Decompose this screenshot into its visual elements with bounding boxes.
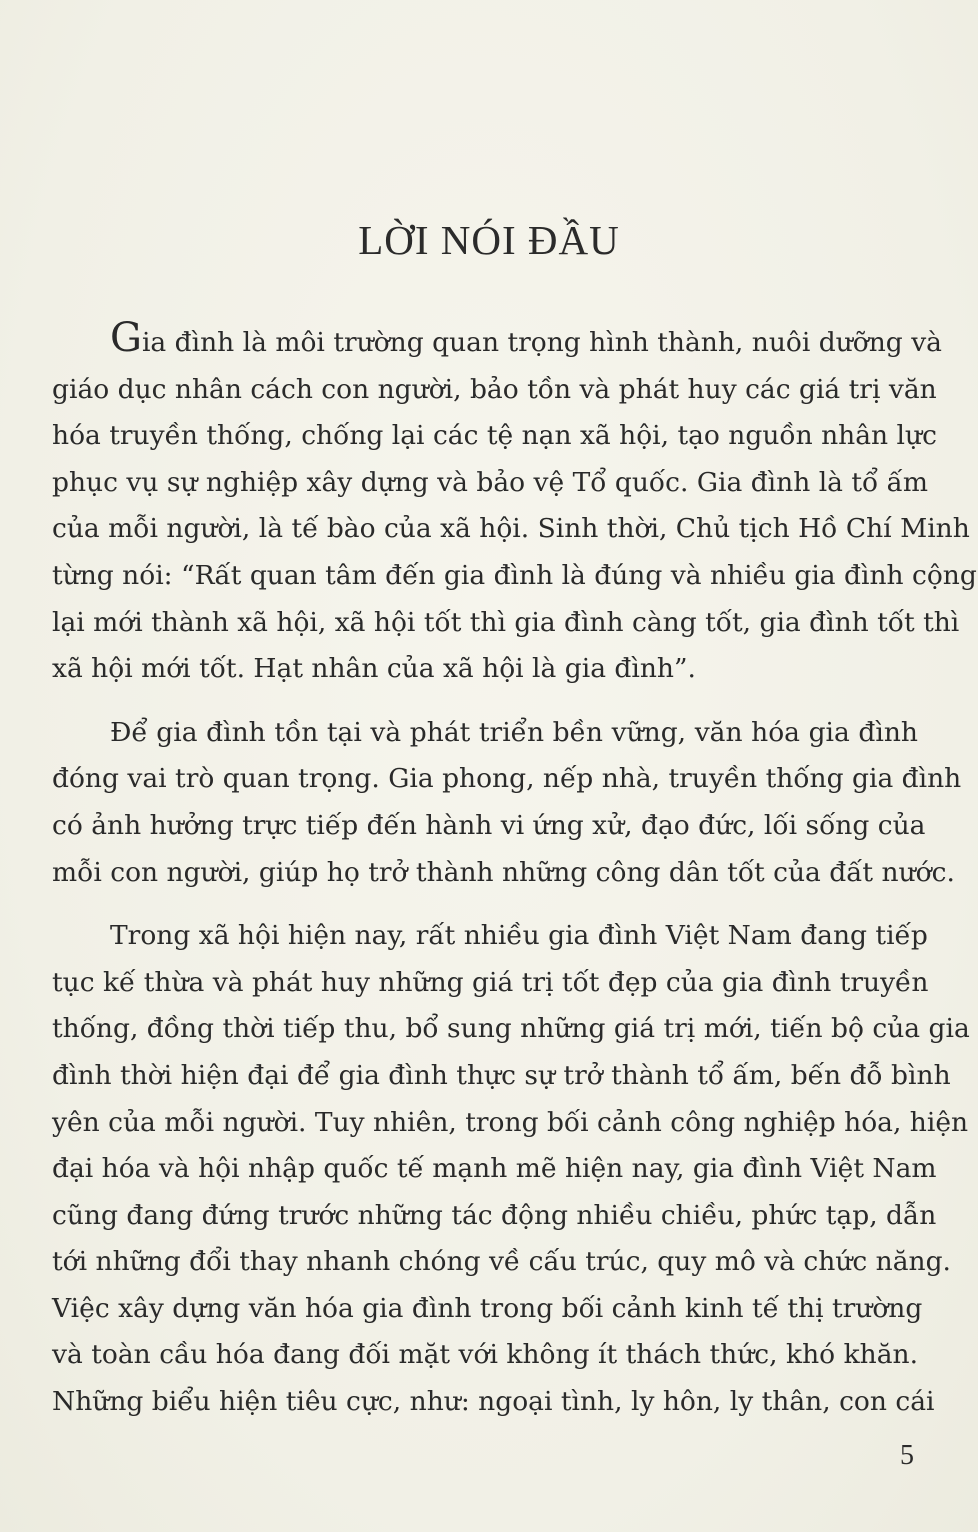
text-line: từng nói: “Rất quan tâm đến gia đình là đúng và nhiều gia đình cộng: [52, 559, 977, 591]
page-number: 5: [900, 1440, 914, 1471]
text-line: thống, đồng thời tiếp thu, bổ sung những giá trị mới, tiến bộ của gia: [52, 1013, 970, 1045]
text-line: mỗi con người, giúp họ trở thành những công dân tốt của đất nước.: [52, 856, 955, 888]
text-line: giáo dục nhân cách con người, bảo tồn và phát huy các giá trị văn: [52, 373, 937, 405]
text-line: tục kế thừa và phát huy những giá trị tốt đẹp của gia đình truyền: [52, 966, 929, 998]
body-text: [52, 315, 977, 1426]
text-line: của mỗi người, là tế bào của xã hội. Sinh thời, Chủ tịch Hồ Chí Minh: [52, 513, 970, 545]
text-line: tới những đổi thay nhanh chóng về cấu trúc, quy mô và chức năng.: [52, 1246, 951, 1278]
text-line: Việc xây dựng văn hóa gia đình trong bối cảnh kinh tế thị trường: [52, 1292, 923, 1324]
paragraph-3: [52, 913, 970, 1426]
drop-cap: G: [110, 315, 142, 361]
text-line: đại hóa và hội nhập quốc tế mạnh mẽ hiện nay, gia đình Việt Nam: [52, 1153, 937, 1185]
text-line: Trong xã hội hiện nay, rất nhiều gia đình Việt Nam đang tiếp: [110, 920, 928, 952]
text-line: đình thời hiện đại để gia đình thực sự trở thành tổ ấm, bến đỗ bình: [52, 1059, 951, 1091]
text-line: có ảnh hưởng trực tiếp đến hành vi ứng xử, đạo đức, lối sống của: [52, 809, 926, 841]
paragraph-2: [52, 710, 962, 896]
text-line: phục vụ sự nghiệp xây dựng và bảo vệ Tổ quốc. Gia đình là tổ ấm: [52, 466, 929, 498]
text-line: Để gia đình tồn tại và phát triển bền vững, văn hóa gia đình: [110, 716, 918, 748]
text-line: và toàn cầu hóa đang đối mặt với không ít thách thức, khó khăn.: [52, 1339, 918, 1371]
paragraph-1: [52, 315, 977, 693]
text-line: đóng vai trò quan trọng. Gia phong, nếp nhà, truyền thống gia đình: [52, 763, 962, 795]
text-line: lại mới thành xã hội, xã hội tốt thì gia đình càng tốt, gia đình tốt thì: [52, 606, 960, 638]
page-title: LỜI NÓI ĐẦU: [358, 217, 620, 263]
text-line: yên của mỗi người. Tuy nhiên, trong bối cảnh công nghiệp hóa, hiện: [52, 1106, 969, 1138]
text-line: hóa truyền thống, chống lại các tệ nạn xã hội, tạo nguồn nhân lực: [52, 420, 937, 452]
text-line: Gia đình là môi trường quan trọng hình thành, nuôi dưỡng và: [110, 315, 942, 361]
text-line: Những biểu hiện tiêu cực, như: ngoại tình, ly hôn, ly thân, con cái: [52, 1386, 935, 1418]
text-line: cũng đang đứng trước những tác động nhiều chiều, phức tạp, dẫn: [52, 1199, 937, 1231]
text-line: xã hội mới tốt. Hạt nhân của xã hội là gia đình”.: [52, 653, 696, 685]
